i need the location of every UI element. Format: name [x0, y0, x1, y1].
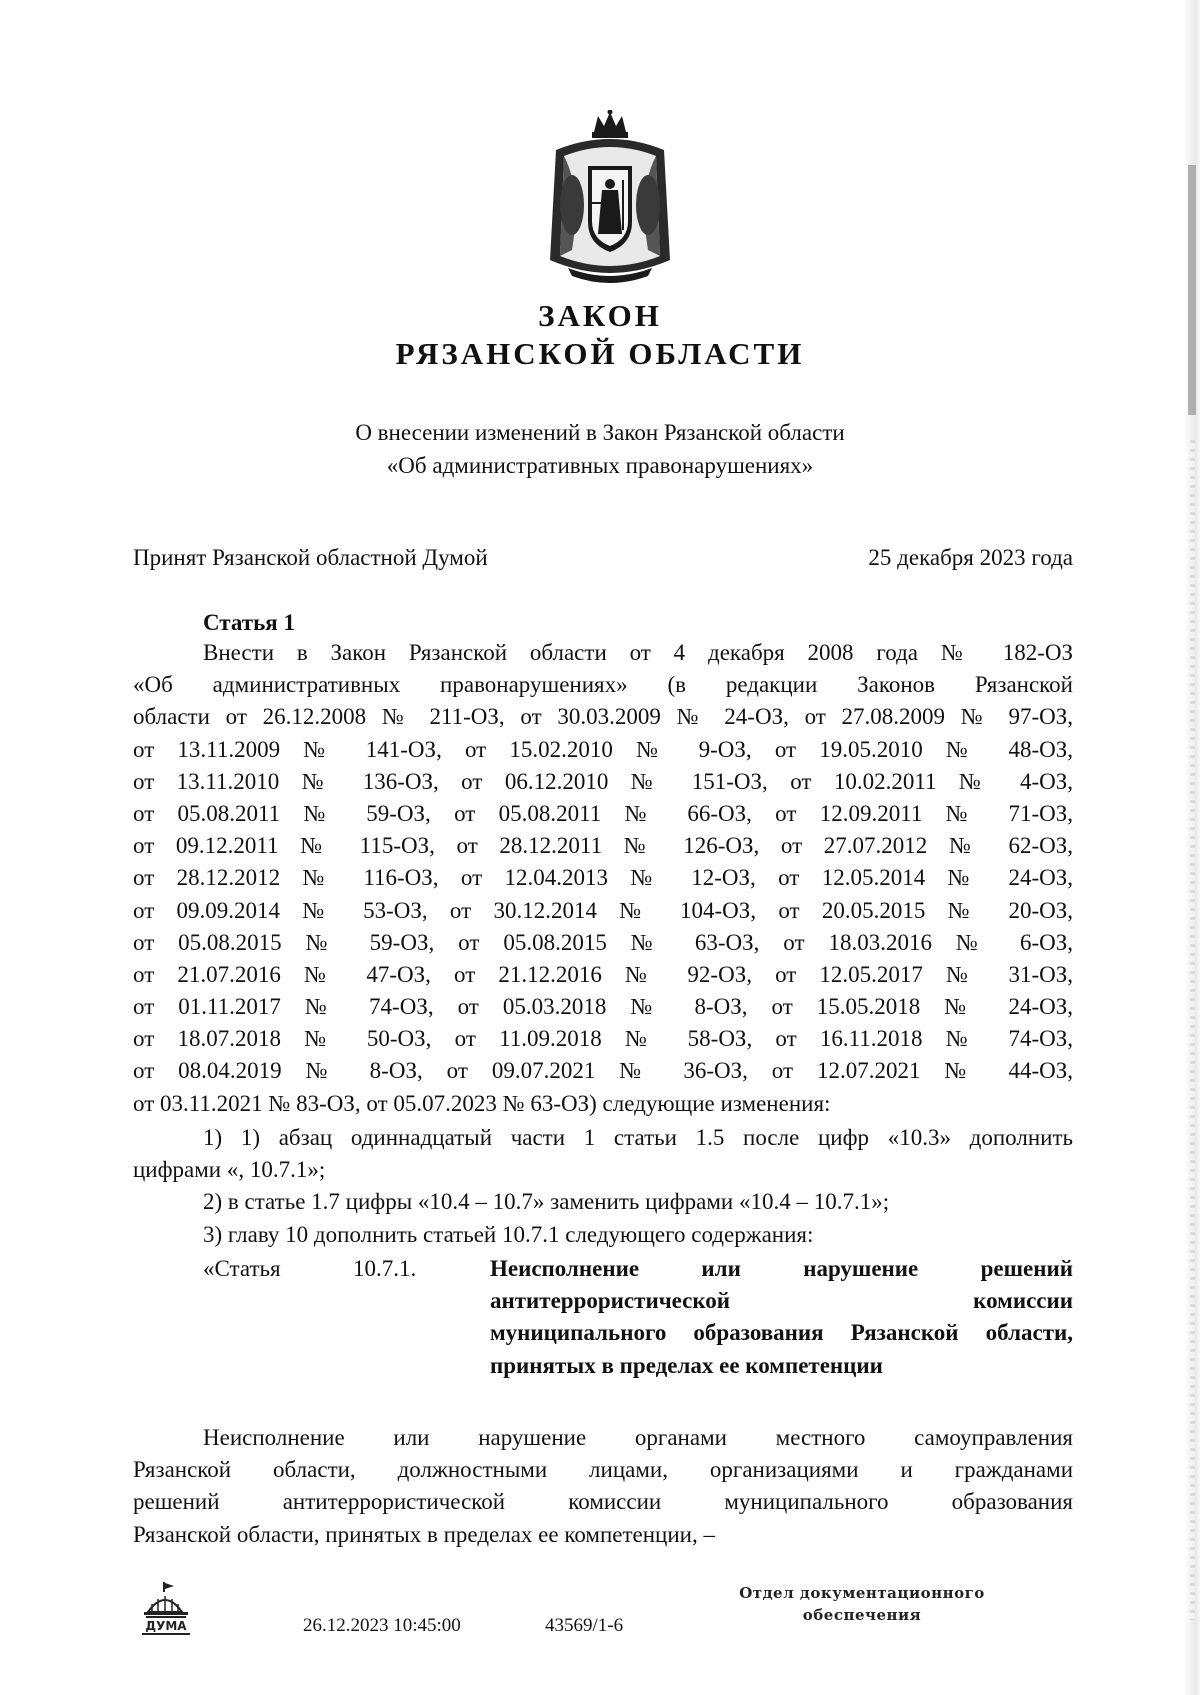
- title-line: антитеррористической комиссии: [490, 1288, 1073, 1314]
- article-intro: [133, 637, 1073, 1120]
- law-region-title: РЯЗАНСКОЙ ОБЛАСТИ: [395, 336, 805, 371]
- text-line: Неисполнение или нарушение органами местного самоуправления: [203, 1425, 1073, 1450]
- registration-number: 43569/1-6: [545, 1615, 624, 1636]
- amendment-item: 3) главу 10 дополнить статьей 10.7.1 следующего содержания:: [203, 1221, 814, 1247]
- amendment-item: 1) 1) абзац одиннадцатый части 1 статьи 1.5 после цифр «10.3» дополнить: [203, 1125, 1073, 1150]
- amendment-item-continuation: цифрами «, 10.7.1»;: [133, 1157, 326, 1183]
- title-line: муниципального образования Рязанской области,: [490, 1320, 1073, 1346]
- text-line: от 13.11.2010 № 136-ОЗ, от 06.12.2010 № 151-ОЗ, от 10.02.2011 № 4-ОЗ,: [133, 768, 1073, 794]
- law-subject: [0, 416, 1200, 482]
- text-line: от 08.04.2019 № 8-ОЗ, от 09.07.2021 № 36-ОЗ, от 12.07.2021 № 44-ОЗ,: [133, 1058, 1073, 1084]
- text-line: от 28.12.2012 № 116-ОЗ, от 12.04.2013 № 12-ОЗ, от 12.05.2014 № 24-ОЗ,: [133, 865, 1073, 891]
- text-line: от 09.12.2011 № 115-ОЗ, от 28.12.2011 № 126-ОЗ, от 27.07.2012 № 62-ОЗ,: [133, 833, 1073, 859]
- law-subject-line: «Об административных правонарушениях»: [386, 453, 814, 478]
- scan-border: [1190, 440, 1195, 1620]
- title-line: принятых в пределах ее компетенции: [490, 1352, 883, 1378]
- text-line: от 03.11.2021 № 83-ОЗ, от 05.07.2023 № 63-ОЗ) следующие изменения:: [133, 1090, 831, 1116]
- text-line: от 13.11.2009 № 141-ОЗ, от 15.02.2010 № 9-ОЗ, от 19.05.2010 № 48-ОЗ,: [133, 736, 1073, 762]
- text-line: от 01.11.2017 № 74-ОЗ, от 05.03.2018 № 8-ОЗ, от 15.05.2018 № 24-ОЗ,: [133, 994, 1073, 1020]
- text-line: от 09.09.2014 № 53-ОЗ, от 30.12.2014 № 104-ОЗ, от 20.05.2015 № 20-ОЗ,: [133, 897, 1073, 923]
- text-line: Рязанской области, должностными лицами, организациями и гражданами: [133, 1457, 1073, 1483]
- text-line: «Об административных правонарушениях» (в редакции Законов Рязанской: [133, 672, 1073, 698]
- text-line: от 18.07.2018 № 50-ОЗ, от 11.09.2018 № 58-ОЗ, от 16.11.2018 № 74-ОЗ,: [133, 1026, 1073, 1052]
- text-line: Рязанской области, принятых в пределах ее компетенции, –: [133, 1521, 715, 1547]
- department-stamp: [727, 1582, 997, 1626]
- article-heading: Статья 1: [203, 610, 295, 635]
- registration-datetime: 26.12.2023 10:45:00: [303, 1615, 461, 1636]
- coat-of-arms-icon: [542, 110, 678, 290]
- text-line: от 21.07.2016 № 47-ОЗ, от 21.12.2016 № 92-ОЗ, от 12.05.2017 № 31-ОЗ,: [133, 961, 1073, 987]
- text-line: Внести в Закон Рязанской области от 4 декабря 2008 года № 182-ОЗ: [203, 640, 1073, 665]
- new-article-number: 10.7.1.: [353, 1256, 417, 1281]
- text-line: решений антитеррористической комиссии муниципального образования: [133, 1489, 1073, 1515]
- title-line: Неисполнение или нарушение решений: [490, 1256, 1073, 1281]
- text-line: от 05.08.2011 № 59-ОЗ, от 05.08.2011 № 66-ОЗ, от 12.09.2011 № 71-ОЗ,: [133, 800, 1073, 826]
- new-article-label: «Статья: [203, 1256, 281, 1281]
- scan-shadow: [1188, 165, 1196, 415]
- article-body-paragraph: [133, 1422, 1073, 1551]
- law-subject-line: О внесении изменений в Закон Рязанской области: [355, 420, 845, 445]
- amendment-item: 2) в статье 1.7 цифры «10.4 – 10.7» заменить цифрами «10.4 – 10.7.1»;: [203, 1189, 890, 1215]
- adoption-date: 25 декабря 2023 года: [868, 545, 1073, 570]
- stamp-line: обеспечения: [802, 1606, 922, 1624]
- duma-logo-text: ДУМА: [145, 1619, 187, 1633]
- law-title: ЗАКОН: [538, 298, 662, 333]
- adopted-by: Принят Рязанской областной Думой: [133, 545, 488, 570]
- text-line: области от 26.12.2008 № 211-ОЗ, от 30.03.2009 № 24-ОЗ, от 27.08.2009 № 97-ОЗ,: [133, 704, 1073, 730]
- stamp-line: Отдел документационного: [739, 1584, 985, 1602]
- amendment-items: [133, 1122, 1073, 1251]
- duma-logo-icon: [138, 1582, 194, 1640]
- new-article-title: [490, 1253, 1073, 1382]
- text-line: от 05.08.2015 № 59-ОЗ, от 05.08.2015 № 63-ОЗ, от 18.03.2016 № 6-ОЗ,: [133, 929, 1073, 955]
